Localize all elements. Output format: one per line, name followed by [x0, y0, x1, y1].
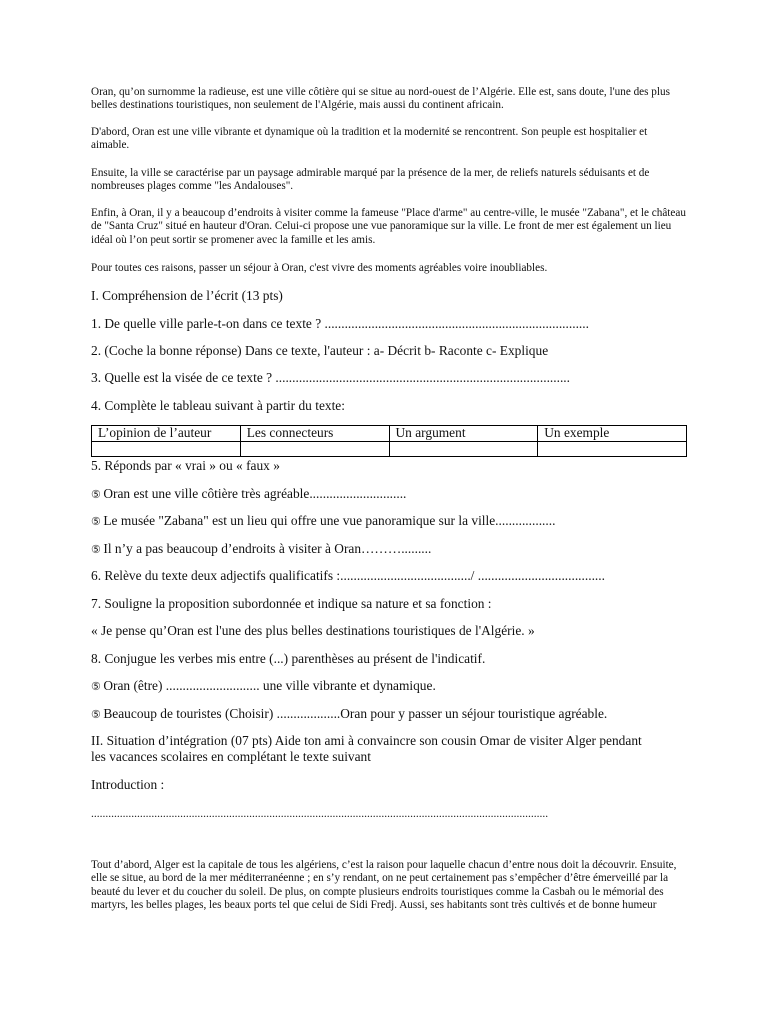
text-paragraph-3: Ensuite, la ville se caractérise par un paysage admirable marqué par la présence de la mer, de reliefs naturels séduisants et de nombreuses plages comme "les Andalouses".: [91, 167, 650, 193]
section2-instructions: II. Situation d’intégration (07 pts) Aide ton ami à convaincre son cousin Omar de visiter Alger pendant les vacances scolaires en complétant le texte suivant: [91, 733, 642, 764]
bullet-icon: ⑤: [91, 681, 101, 693]
introduction-label: Introduction :: [91, 777, 165, 792]
table-cell: [538, 442, 687, 457]
bullet-icon: ⑤: [91, 544, 101, 556]
question-2: 2. (Coche la bonne réponse) Dans ce texte, l'auteur : a- Décrit b- Raconte c- Explique: [91, 343, 549, 358]
table-header-cell: Un argument: [389, 426, 538, 442]
answer-table: [91, 425, 687, 457]
list-item: [91, 541, 691, 558]
bullet-icon: ⑤: [91, 516, 101, 528]
introduction-answer-line: ...............................................................................................................................................................: [91, 808, 549, 820]
list-item-text: Le musée "Zabana" est un lieu qui offre une vue panoramique sur la ville..................: [103, 513, 556, 528]
bullet-icon: ⑤: [91, 709, 101, 721]
bullet-icon: ⑤: [91, 489, 101, 501]
list-item-text: Il n’y a pas beaucoup d’endroits à visiter à Oran……….........: [103, 541, 432, 556]
question-6: 6. Relève du texte deux adjectifs qualificatifs :......................................./ ......................................: [91, 568, 605, 583]
question-7: 7. Souligne la proposition subordonnée et indique sa nature et sa fonction :: [91, 596, 492, 611]
table-cell: [92, 442, 241, 457]
text-paragraph-1: Oran, qu’on surnomme la radieuse, est une ville côtière qui se situe au nord-ouest de l’Algérie. Elle est, sans doute, l'une des plus belles destinations touristiques, non seulement de l'Algérie, mais aussi du continent africain.: [91, 86, 670, 112]
list-item: [91, 706, 691, 723]
table-header-cell: Un exemple: [538, 426, 687, 442]
list-item-text: Beaucoup de touristes (Choisir) ...................Oran pour y passer un séjour touristique agréable.: [103, 706, 608, 721]
table-cell: [240, 442, 389, 457]
text-paragraph-2: D'abord, Oran est une ville vibrante et dynamique où la tradition et la modernité se rencontrent. Son peuple est hospitalier et aimable.: [91, 126, 648, 152]
table-row: [92, 442, 687, 457]
final-paragraph: Tout d’abord, Alger est la capitale de tous les algériens, c’est la raison pour laquelle chacun d’entre nous doit la découvrir. Ensuite, elle se situe, au bord de la mer méditerranéenne ; en s’y rendant, on ne peut certainement pas s’empêcher d’être émerveillé par la beauté du lever et du coucher du soleil. De plus, on compte plusieurs endroits touristiques comme la Casbah ou le mémorial des martyrs, les belles plages, les beaux ports tel que celui de Sidi Fredj. Aussi, ses habitants sont très cultivés et de bonne humeur: [91, 859, 677, 912]
question-4: 4. Complète le tableau suivant à partir du texte:: [91, 398, 345, 413]
table-header-row: [92, 426, 687, 442]
text-paragraph-4: Enfin, à Oran, il y a beaucoup d’endroits à visiter comme la fameuse "Place d'arme" au centre-ville, le musée "Zabana", et le château de "Santa Cruz" situé en hauteur d'Oran. Celui-ci propose une vue panoramique sur la ville. Le front de mer est également un lieu idéal où l’on peut sortir se promener avec la famille et les amis.: [91, 207, 686, 246]
question-5: 5. Réponds par « vrai » ou « faux »: [91, 458, 280, 473]
question-1: 1. De quelle ville parle-t-on dans ce texte ? ...............................................................................: [91, 316, 589, 331]
question-7-quote: « Je pense qu’Oran est l'une des plus belles destinations touristiques de l'Algérie. »: [91, 623, 535, 638]
question-3: 3. Quelle est la visée de ce texte ? ........................................................................................: [91, 370, 571, 385]
question-8: 8. Conjugue les verbes mis entre (...) parenthèses au présent de l'indicatif.: [91, 651, 486, 666]
list-item-text: Oran est une ville côtière très agréable.............................: [103, 486, 407, 501]
list-item: [91, 513, 691, 530]
list-item-text: Oran (être) ............................ une ville vibrante et dynamique.: [103, 678, 436, 693]
text-paragraph-5: Pour toutes ces raisons, passer un séjour à Oran, c'est vivre des moments agréables voire inoubliables.: [91, 262, 548, 274]
table-header-cell: Les connecteurs: [240, 426, 389, 442]
section1-title: I. Compréhension de l’écrit (13 pts): [91, 288, 283, 303]
list-item: [91, 486, 691, 503]
list-item: [91, 678, 691, 695]
table-cell: [389, 442, 538, 457]
table-header-cell: L’opinion de l’auteur: [92, 426, 241, 442]
